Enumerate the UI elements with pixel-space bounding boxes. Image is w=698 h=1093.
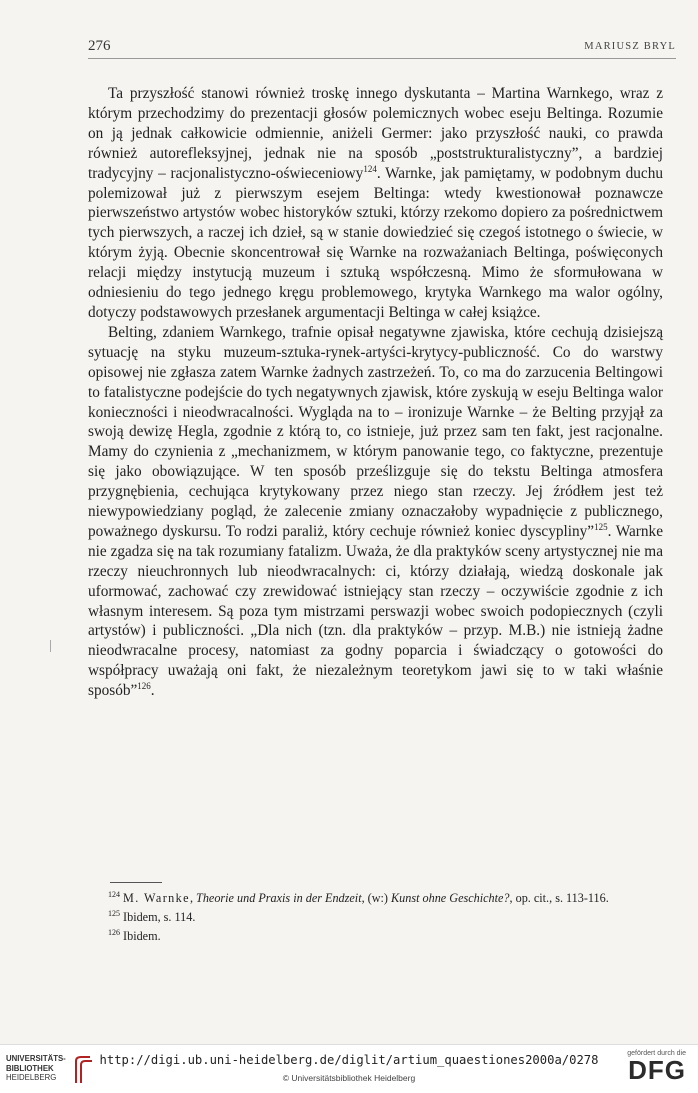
paragraph-text: . (150, 682, 155, 700)
body-paragraph (88, 323, 663, 701)
footnote-125 (88, 908, 663, 927)
copyright-notice: © Universitätsbibliothek Heidelberg (282, 1073, 416, 1083)
body-text (88, 84, 663, 701)
footnote-number: 124 (108, 890, 120, 899)
funded-by-label: gefördert durch die (627, 1050, 686, 1057)
library-logo-line: BIBLIOTHEK (6, 1063, 54, 1073)
header-rule (88, 58, 676, 59)
paragraph-text: . Warnke, jak pamiętamy, w podobnym duchu polemizował już z pierwszym esejem Beltinga: wtedy kwestionował poznawcze pierwszeństwo artystów wobec historyków sztuki, którzy rzekomo dopiero za pośrednictwem tych pierwszych, a raczej ich dzieł, są w stanie dowiedzieć się czegoś istotnego o świecie, w którym żyją. Obecnie skoncentrował się Warnke na rozważaniach Beltinga, poświęconych relacji między instytucją muzeum i sztuką współczesną. Mimo że sformułowana w odniesieniu do tego jednego kręgu problemowego, krytyka Warnkego ma walor ogólny, dotyczy podstawowych przesłanek argumentacji Beltinga w całej książce. (88, 164, 663, 321)
footnote-reference[interactable]: 125 (594, 521, 608, 532)
footnote-124 (88, 889, 663, 908)
paragraph-text: Ta przyszłość stanowi również troskę innego dyskutanta – Martina Warnkego, wraz z którym przechodzimy do prezentacji głosów polemicznych wobec eseju Beltinga. Rozumie on ją jednak całkowicie odmiennie, aniżeli Germer: jako przyszłość nauki, co prawda również autorefleksyjnej, jednak nie na sposób „poststrukturalistyczny”, a bardziej tradycyjny – racjonalistyczno-oświeceniowy (88, 85, 663, 182)
paragraph-text: Belting, zdaniem Warnkego, trafnie opisał negatywne zjawiska, które cechują dzisiejszą sytuację na styku muzeum-sztuka-rynek-artyści-krytycy-publiczność. Co do warstwy opisowej nie zgłasza zatem Warnke żadnych zastrzeżeń. To, co ma do zarzucenia Beltingowi to fatalistyczne podejście do tych negatywnych zjawisk, które zyskują w eseju Beltinga walor konieczności i nieodwracalności. Wygląda na to – ironizuje Warnke – że Belting przyjął za swoją dewizę Hegla, zgodnie z którą to, co istnieje, już przez sam ten fakt, jest racjonalne. Mamy do czynienia z „mechanizmem, w którym panowanie tego, co faktyczne, prezentuje się jako obowiązujące. W ten sposób prześlizguje się do tekstu Beltinga atmosfera przygnębienia, cechująca krytykowany przez niego stan rzeczy. Jej źródłem jest też niewypowiedziany pogląd, że zalecenie zmiany oznaczałoby wypadnięcie z publicznego, poważnego dyskursu. To rodzi paraliż, który cechuje również koniec dyscypliny” (88, 323, 663, 540)
page-header (88, 38, 676, 60)
footnote-text: , (189, 891, 197, 905)
footnote-reference[interactable]: 126 (137, 681, 151, 692)
dfg-logo: DFG (628, 1055, 686, 1085)
source-url-link[interactable]: http://digi.ub.uni-heidelberg.de/diglit/artium_quaestiones2000a/0278 (99, 1053, 599, 1067)
footnote-text: Ibidem. (123, 929, 161, 943)
footnote-reference[interactable]: 124 (363, 163, 377, 174)
dfg-logo-block[interactable] (627, 1050, 686, 1083)
library-logo-line: UNIVERSITÄTS- (6, 1054, 66, 1063)
body-paragraph (88, 84, 663, 323)
footnote-126 (88, 927, 663, 946)
digitization-footer (0, 1044, 698, 1093)
paragraph-text: . Warnke nie zgadza się na tak rozumiany fatalizm. Uważa, że dla praktyków sceny artystycznej nie ma rzeczy nieuchronnych lub nieodwracalnych: ci, którzy działają, wiedzą doskonale jak uformować, zachować czy zrewidować istniejący stan rzeczy – oczywiście zgodnie z ich własnym interesem. Są poza tym mistrzami perswazji wobec swoich podopiecznych (czyli artystów) i publiczności. „Dla nich (tzn. dla praktyków – przyp. M.B.) nie istnieją żadne nieodwracalne procesy, natomiast za godny poparcia i świadczący o gotowości do współpracy uważają oni fakt, że niezależnym teoretykom jawi się to w taki właśnie sposób” (88, 522, 663, 700)
footnote-author: M. Warnke (123, 891, 190, 905)
footnote-title: Theorie und Praxis in der Endzeit (196, 891, 362, 905)
page-number: 276 (88, 38, 111, 54)
margin-mark (50, 640, 51, 652)
footnote-text: Ibidem, s. 114. (123, 910, 196, 924)
footnotes (88, 889, 663, 946)
footnote-rule (110, 882, 162, 883)
footnote-text: , op. cit., s. 113-116. (509, 891, 609, 905)
footnote-title: Kunst ohne Geschichte? (391, 891, 510, 905)
footnote-number: 125 (108, 909, 120, 918)
footnote-number: 126 (108, 928, 120, 937)
footnote-text: , (w:) (361, 891, 392, 905)
running-head: MARIUSZ BRYL (584, 41, 676, 52)
library-logo-line: HEIDELBERG (6, 1073, 57, 1083)
